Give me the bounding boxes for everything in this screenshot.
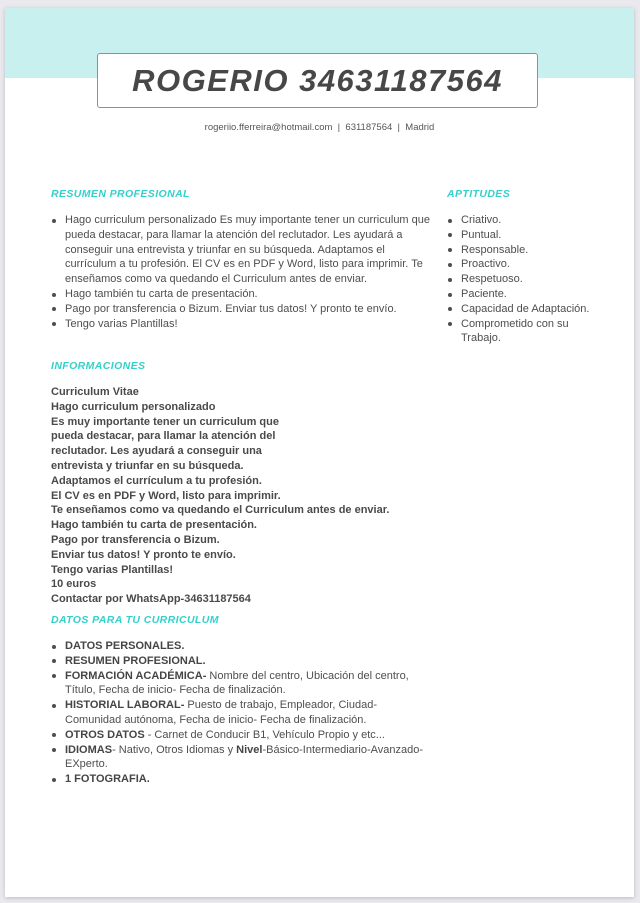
informaciones-line: Es muy importante tener un curriculum que [51, 415, 279, 428]
informaciones-line: entrevista y triunfar en su búsqueda. [51, 459, 244, 472]
aptitude-bullet-item: Comprometido con su Trabajo. [447, 317, 595, 347]
datos-bullet-item: RESUMEN PROFESIONAL. [51, 654, 435, 669]
informaciones-line: Curriculum Vitae [51, 386, 139, 398]
aptitude-bullet-item: Paciente. [447, 287, 595, 302]
aptitude-bullet-item: Capacidad de Adaptación. [447, 302, 595, 317]
informaciones-lines [51, 385, 433, 607]
resumen-bullet-item: Pago por transferencia o Bizum. Enviar tus datos! Y pronto te envío. [51, 302, 433, 317]
title-box [97, 53, 538, 108]
datos-bullet-item: OTROS DATOS - Carnet de Conducir B1, Vehículo Propio y etc... [51, 728, 435, 743]
section-aptitudes [447, 188, 595, 346]
resumen-bullet-item: Hago curriculum personalizado Es muy importante tener un curriculum que pueda destacar, para llamar la atención del reclutador. Les ayudará a conseguir una entrevista y triunfar en su búsqueda. Adaptamos el currículum a tu profesión. El CV es en PDF y Word, listo para imprimir. Te enseñamos como va quedando el Curriculum antes de enviar. [51, 213, 433, 287]
datos-bullet-item: DATOS PERSONALES. [51, 639, 435, 654]
informaciones-line: reclutador. Les ayudará a conseguir una [51, 445, 262, 458]
resumen-bullet-item: Tengo varias Plantillas! [51, 317, 433, 332]
informaciones-line: Pago por transferencia o Bizum. [51, 533, 220, 546]
section-resumen-profesional [51, 188, 433, 331]
aptitude-bullet-item: Puntual. [447, 228, 595, 243]
informaciones-line: 10 euros [51, 578, 97, 591]
datos-bullet-item: 1 FOTOGRAFIA. [51, 772, 435, 787]
aptitudes-bullet-list [447, 213, 595, 346]
aptitude-bullet-item: Criativo. [447, 213, 595, 228]
section-datos-curriculum [51, 614, 435, 787]
datos-bullet-list [51, 639, 435, 787]
informaciones-line: Tengo varias Plantillas! [51, 563, 174, 576]
page-title: ROGERIO 34631187564 [132, 62, 503, 98]
aptitudes-heading: APTITUDES [447, 188, 511, 200]
informaciones-line: Adaptamos el currículum a tu profesión. [51, 474, 262, 487]
contact-info: rogeriio.fferreira@hotmail.com | 631187564 | Madrid [204, 122, 435, 133]
aptitude-bullet-item: Proactivo. [447, 257, 595, 272]
aptitude-bullet-item: Respetuoso. [447, 272, 595, 287]
informaciones-line: Contactar por WhatsApp-34631187564 [51, 593, 251, 606]
informaciones-heading: INFORMACIONES [51, 360, 146, 372]
informaciones-line: Te enseñamos como va quedando el Curriculum antes de enviar. [51, 504, 390, 517]
resumen-heading: RESUMEN PROFESIONAL [51, 188, 190, 200]
datos-bullet-item: HISTORIAL LABORAL- Puesto de trabajo, Empleador, Ciudad- Comunidad autónoma, Fecha de inicio- Fecha de finalización. [51, 698, 435, 728]
section-informaciones [51, 360, 433, 607]
datos-heading: DATOS PARA TU CURRICULUM [51, 614, 219, 626]
resumen-bullet-list [51, 213, 433, 331]
informaciones-line: pueda destacar, para llamar la atención del [51, 430, 276, 443]
cv-page [5, 8, 634, 897]
datos-bullet-item: IDIOMAS- Nativo, Otros Idiomas y Nivel-Básico-Intermediario-Avanzado- EXperto. [51, 743, 435, 773]
resumen-bullet-item: Hago también tu carta de presentación. [51, 287, 433, 302]
aptitude-bullet-item: Responsable. [447, 243, 595, 258]
informaciones-line: Hago curriculum personalizado [51, 400, 216, 413]
informaciones-line: Hago también tu carta de presentación. [51, 519, 257, 532]
informaciones-line: Enviar tus datos! Y pronto te envío. [51, 548, 236, 561]
datos-bullet-item: FORMACIÓN ACADÉMICA- Nombre del centro, Ubicación del centro, Título, Fecha de inicio- Fecha de finalización. [51, 669, 435, 699]
informaciones-line: El CV es en PDF y Word, listo para imprimir. [51, 489, 281, 502]
